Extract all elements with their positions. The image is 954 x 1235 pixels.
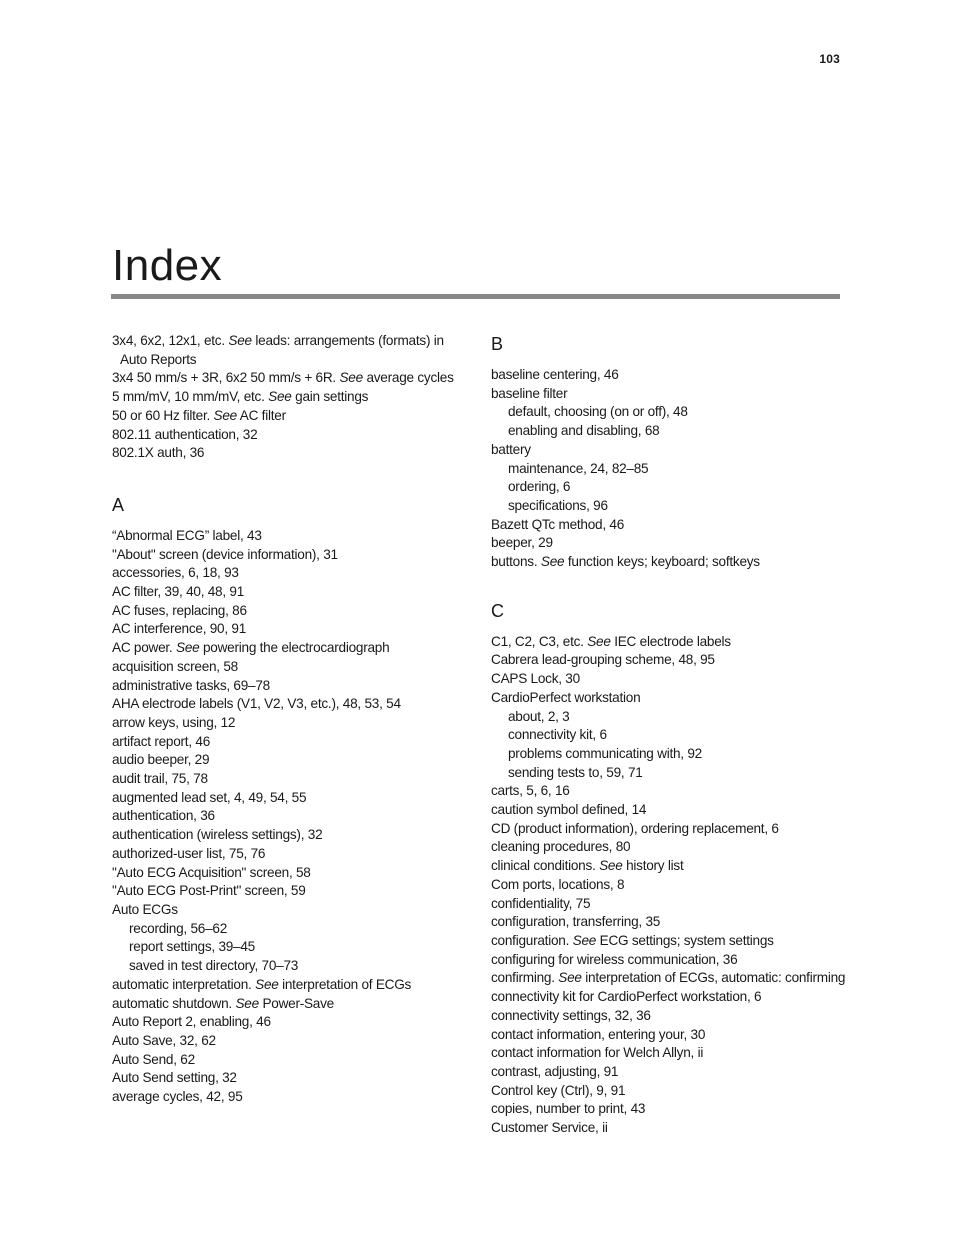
index-entry — [491, 670, 851, 689]
index-entry — [112, 407, 472, 426]
entry-text: artifact report, 46 — [112, 733, 211, 749]
entry-text: saved in test directory, 70–73 — [129, 958, 299, 974]
entry-text: authentication, 36 — [112, 808, 215, 824]
index-entry — [112, 864, 472, 883]
entry-text: augmented lead set, 4, 49, 54, 55 — [112, 789, 307, 805]
entry-text: baseline filter — [491, 385, 568, 401]
index-column-right — [491, 332, 851, 1138]
index-entry — [491, 782, 851, 801]
entry-text: contact information for Welch Allyn, ii — [491, 1045, 704, 1061]
entry-text: Auto ECGs — [112, 901, 178, 917]
section-letter: B — [491, 334, 504, 354]
page-title: Index — [112, 241, 223, 290]
entry-text: automatic shutdown. — [112, 995, 236, 1011]
index-entry — [491, 988, 851, 1007]
index-entry — [112, 658, 472, 677]
entry-text: 802.11 authentication, 32 — [112, 426, 258, 442]
entry-text: recording, 56–62 — [129, 920, 228, 936]
entry-text: beeper, 29 — [491, 535, 553, 551]
index-entry — [112, 444, 472, 463]
index-subentry — [112, 957, 472, 976]
index-entry — [491, 1119, 851, 1138]
entry-text: automatic interpretation. — [112, 976, 256, 992]
entry-text: default, choosing (on or off), 48 — [508, 404, 688, 420]
index-subentry — [491, 422, 851, 441]
index-entry — [112, 807, 472, 826]
index-entry — [491, 689, 851, 708]
entry-text: AC interference, 90, 91 — [112, 621, 247, 637]
index-entry — [491, 951, 851, 970]
index-entry — [491, 857, 851, 876]
page-number: 103 — [819, 52, 840, 66]
entry-text: Auto Report 2, enabling, 46 — [112, 1014, 271, 1030]
see-target: powering the electrocardiograph — [202, 640, 390, 656]
entry-text: "About" screen (device information), 31 — [112, 546, 338, 562]
see-target: IEC electrode labels — [614, 633, 731, 649]
entry-text: ordering, 6 — [508, 479, 571, 495]
see-reference: See — [587, 633, 611, 649]
entry-text: Auto Send, 62 — [112, 1051, 195, 1067]
entry-text: clinical conditions. — [491, 858, 600, 874]
index-entry — [491, 385, 851, 404]
see-target: interpretation of ECGs, automatic: confirming — [585, 970, 846, 986]
index-entry — [491, 651, 851, 670]
see-reference: See — [558, 970, 582, 986]
entry-text: report settings, 39–45 — [129, 939, 255, 955]
entry-text: enabling and disabling, 68 — [508, 423, 660, 439]
index-subentry — [491, 764, 851, 783]
see-target: interpretation of ECGs — [282, 976, 412, 992]
index-entry — [112, 639, 472, 658]
index-subentry — [491, 708, 851, 727]
index-entry — [112, 546, 472, 565]
see-reference: See — [255, 976, 279, 992]
index-entry — [112, 751, 472, 770]
entry-text: C1, C2, C3, etc. — [491, 633, 588, 649]
index-entry — [112, 677, 472, 696]
entry-text: authentication (wireless settings), 32 — [112, 827, 323, 843]
index-entry — [112, 695, 472, 714]
entry-text: confirming. — [491, 970, 559, 986]
entry-text: carts, 5, 6, 16 — [491, 783, 570, 799]
entry-text: AC filter, 39, 40, 48, 91 — [112, 584, 245, 600]
entry-text: about, 2, 3 — [508, 708, 570, 724]
index-entry — [491, 969, 851, 988]
index-entry — [491, 553, 851, 572]
index-entry — [491, 876, 851, 895]
index-entry — [491, 534, 851, 553]
entry-text: CAPS Lock, 30 — [491, 671, 580, 687]
entry-text: “Abnormal ECG” label, 43 — [112, 527, 262, 543]
index-entry — [112, 564, 472, 583]
index-entry — [491, 1100, 851, 1119]
entry-text: arrow keys, using, 12 — [112, 714, 236, 730]
see-reference: See — [540, 554, 565, 570]
entry-text: sending tests to, 59, 71 — [508, 764, 643, 780]
index-column-left — [112, 332, 472, 1107]
entry-text: 5 mm/mV, 10 mm/mV, etc. — [112, 389, 269, 405]
index-entry — [491, 838, 851, 857]
index-subentry — [491, 745, 851, 764]
index-entry — [112, 1032, 472, 1051]
entry-text: specifications, 96 — [508, 497, 608, 513]
entry-text: AC power. — [112, 640, 176, 656]
index-entry — [112, 826, 472, 845]
index-entry — [112, 1069, 472, 1088]
entry-text: 802.1X auth, 36 — [112, 445, 205, 461]
see-reference: See — [176, 640, 200, 656]
index-entry — [112, 1051, 472, 1070]
index-entry — [112, 388, 472, 407]
see-target: gain settings — [295, 389, 369, 405]
index-entry — [112, 620, 472, 639]
index-entry — [112, 332, 472, 351]
entry-text: AHA electrode labels (V1, V2, V3, etc.), 48, 53, 54 — [112, 696, 401, 712]
entry-text: 3x4, 6x2, 12x1, etc. — [112, 333, 229, 348]
entry-text: AC fuses, replacing, 86 — [112, 602, 247, 618]
see-target: ECG settings; system settings — [599, 932, 774, 948]
section-letter: C — [491, 600, 504, 621]
entry-text: "Auto ECG Acquisition" screen, 58 — [112, 864, 311, 880]
index-entry — [112, 527, 472, 546]
index-entry — [112, 733, 472, 752]
entry-text: 50 or 60 Hz filter. — [112, 407, 214, 423]
index-entry — [491, 932, 851, 951]
index-entry — [112, 1088, 472, 1107]
entry-text: maintenance, 24, 82–85 — [508, 460, 649, 476]
see-target: leads: arrangements (formats) in — [255, 333, 444, 348]
entry-text: connectivity kit, 6 — [508, 727, 607, 743]
index-group — [491, 599, 851, 1138]
entry-text: configuration. — [491, 932, 573, 948]
index-entry — [112, 351, 472, 370]
entry-text: confidentiality, 75 — [491, 895, 591, 911]
index-entry — [491, 1007, 851, 1026]
index-entry — [112, 995, 472, 1014]
index-subentry — [112, 920, 472, 939]
entry-text: connectivity settings, 32, 36 — [491, 1007, 651, 1023]
index-entry — [112, 882, 472, 901]
index-group — [112, 493, 472, 1107]
entry-text: configuring for wireless communication, 36 — [491, 951, 738, 967]
see-target: average cycles — [366, 370, 454, 386]
entry-text: Customer Service, ii — [491, 1120, 608, 1136]
see-target: history list — [626, 858, 684, 874]
index-entry — [491, 895, 851, 914]
entry-text: configuration, transferring, 35 — [491, 914, 661, 930]
index-entry — [112, 976, 472, 995]
index-entry — [491, 441, 851, 460]
see-reference: See — [235, 995, 259, 1011]
index-entry — [491, 366, 851, 385]
index-entry — [112, 845, 472, 864]
entry-text: battery — [491, 441, 531, 457]
index-subentry — [112, 938, 472, 957]
entry-text: "Auto ECG Post-Print" screen, 59 — [112, 883, 306, 899]
index-group — [491, 332, 851, 572]
index-entry — [491, 820, 851, 839]
entry-text: audio beeper, 29 — [112, 752, 210, 768]
index-entry — [112, 602, 472, 621]
see-reference: See — [228, 333, 252, 348]
see-reference: See — [268, 389, 292, 405]
see-reference: See — [213, 407, 237, 423]
index-entry — [112, 369, 472, 388]
see-reference: See — [572, 932, 597, 948]
index-entry — [491, 1026, 851, 1045]
see-target: AC filter — [239, 407, 286, 423]
entry-text: average cycles, 42, 95 — [112, 1089, 243, 1105]
entry-text: CD (product information), ordering replacement, 6 — [491, 820, 779, 836]
section-letter: A — [112, 494, 125, 515]
entry-text: copies, number to print, 43 — [491, 1101, 646, 1117]
index-entry — [491, 1044, 851, 1063]
entry-text: accessories, 6, 18, 93 — [112, 565, 239, 581]
entry-text: contact information, entering your, 30 — [491, 1026, 706, 1042]
entry-text: cleaning procedures, 80 — [491, 839, 631, 855]
entry-text: acquisition screen, 58 — [112, 658, 238, 674]
entry-text: Cabrera lead-grouping scheme, 48, 95 — [491, 652, 715, 668]
title-rule — [111, 294, 840, 299]
entry-text: baseline centering, 46 — [491, 367, 619, 382]
index-entry — [112, 770, 472, 789]
index-entry — [112, 789, 472, 808]
see-target: Power-Save — [262, 995, 334, 1011]
index-subentry — [491, 460, 851, 479]
entry-text: Bazett QTc method, 46 — [491, 516, 625, 532]
entry-text: 3x4 50 mm/s + 3R, 6x2 50 mm/s + 6R. — [112, 370, 340, 386]
entry-text: administrative tasks, 69–78 — [112, 677, 270, 693]
entry-text: Control key (Ctrl), 9, 91 — [491, 1082, 626, 1098]
index-subentry — [491, 726, 851, 745]
index-entry — [491, 801, 851, 820]
entry-text: contrast, adjusting, 91 — [491, 1063, 619, 1079]
index-entry — [112, 901, 472, 920]
entry-text: Auto Reports — [120, 351, 197, 367]
index-subentry — [491, 497, 851, 516]
entry-text: Com ports, locations, 8 — [491, 876, 625, 892]
index-entry — [491, 1063, 851, 1082]
index-subentry — [491, 478, 851, 497]
entry-text: Auto Send setting, 32 — [112, 1070, 237, 1086]
index-entry — [112, 426, 472, 445]
entry-text: connectivity kit for CardioPerfect workstation, 6 — [491, 989, 762, 1005]
entry-text: authorized-user list, 75, 76 — [112, 845, 266, 861]
see-reference: See — [339, 370, 363, 386]
index-entry — [112, 714, 472, 733]
index-subentry — [491, 403, 851, 422]
entry-text: problems communicating with, 92 — [508, 745, 702, 761]
index-entry — [491, 1082, 851, 1101]
entry-text: buttons. — [491, 554, 541, 570]
index-entry — [491, 633, 851, 652]
entry-text: CardioPerfect workstation — [491, 689, 641, 705]
entry-text: caution symbol defined, 14 — [491, 802, 647, 818]
index-entry — [112, 1013, 472, 1032]
index-group — [112, 332, 472, 463]
entry-text: audit trail, 75, 78 — [112, 771, 208, 787]
see-reference: See — [599, 858, 623, 874]
index-entry — [491, 516, 851, 535]
entry-text: Auto Save, 32, 62 — [112, 1032, 216, 1048]
index-entry — [112, 583, 472, 602]
index-entry — [491, 913, 851, 932]
see-target: function keys; keyboard; softkeys — [567, 554, 760, 570]
